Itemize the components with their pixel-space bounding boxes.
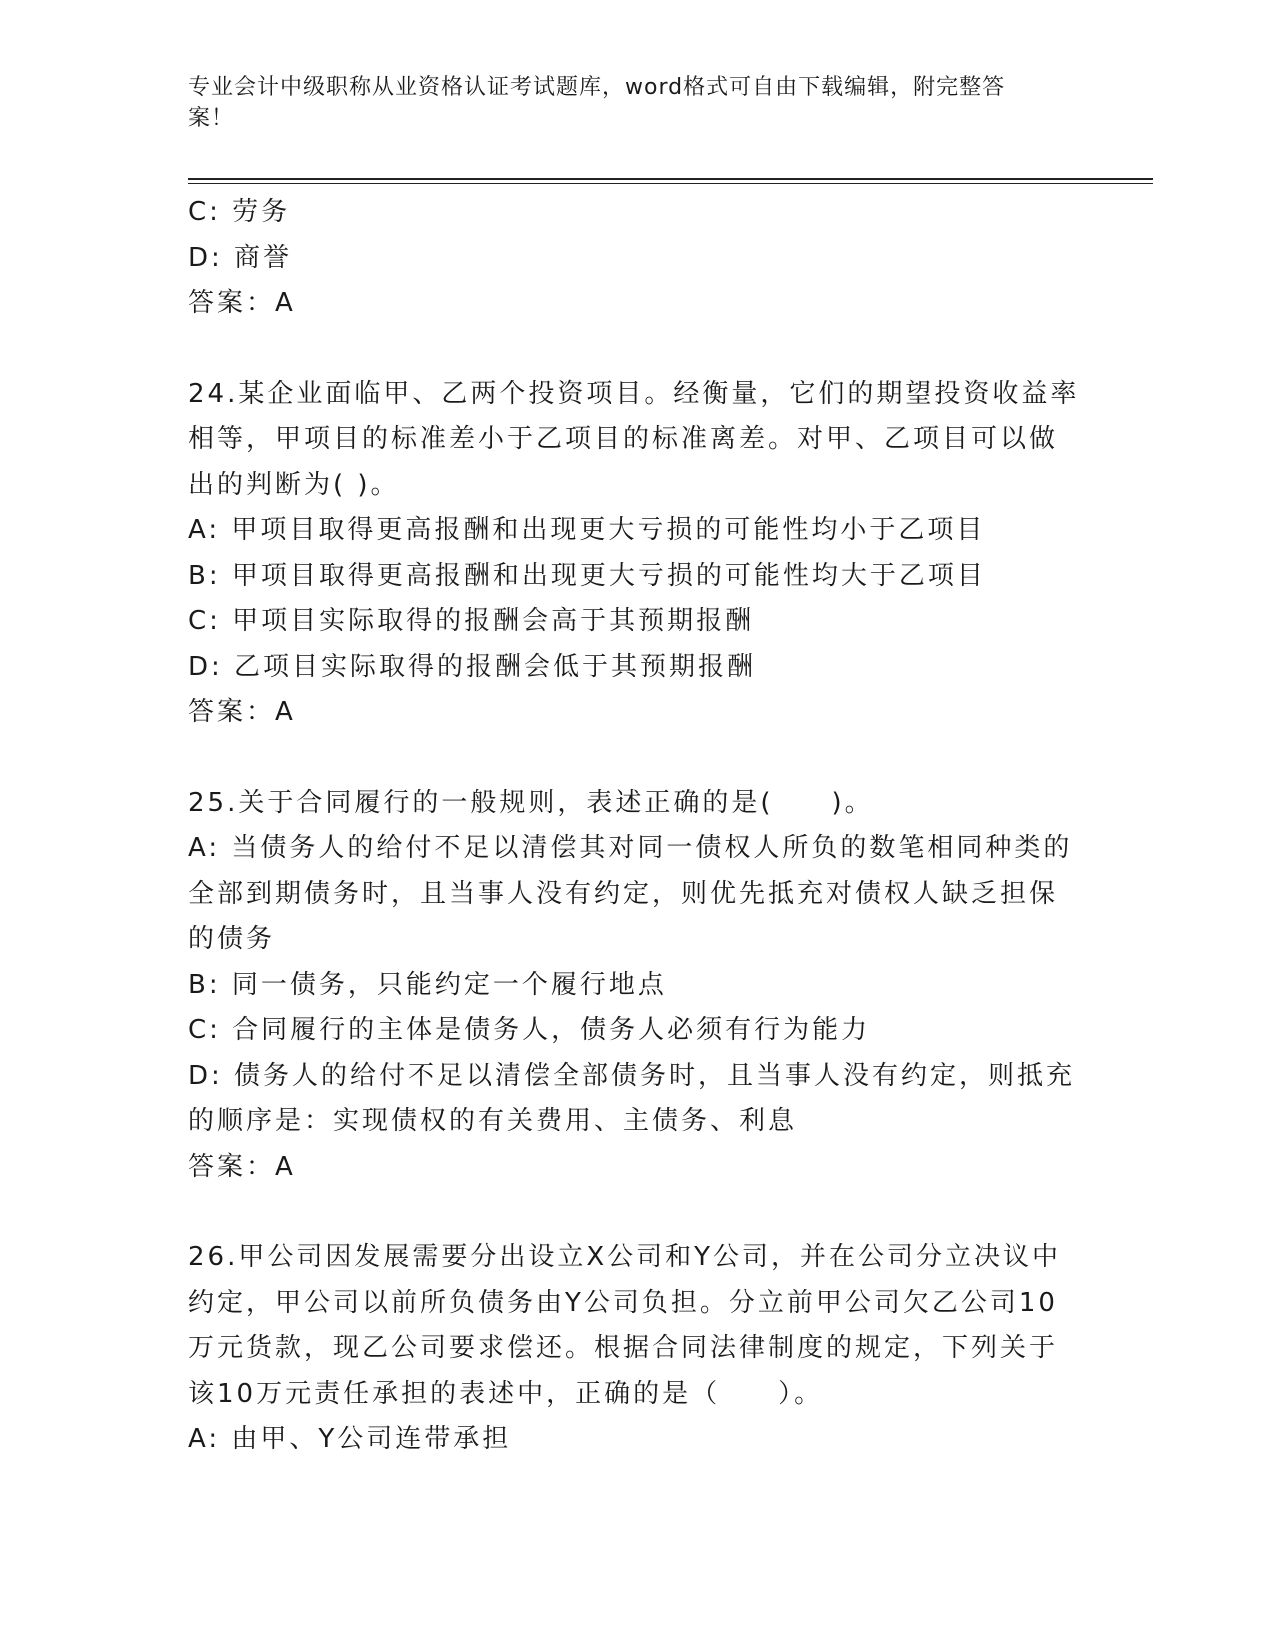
- q25-option-c: C: 合同履行的主体是债务人，债务人必须有行为能力: [188, 1015, 871, 1045]
- q24-stem-line: 24.某企业面临甲、乙两个投资项目。经衡量，它们的期望投资收益率: [188, 378, 1080, 409]
- page-header: [188, 72, 1068, 134]
- q23-option-d: D: 商誉: [188, 242, 293, 273]
- q25-option-d-line: D: 债务人的给付不足以清偿全部债务时，且当事人没有约定，则抵充: [188, 1060, 1076, 1091]
- spacer: [188, 1190, 1068, 1235]
- q26-stem-line: 万元货款，现乙公司要求偿还。根据合同法律制度的规定，下列关于: [188, 1333, 1059, 1363]
- q25-answer: 答案：A: [188, 1151, 296, 1182]
- q26-stem-line: 该10万元责任承担的表述中，正确的是（ ）。: [188, 1378, 824, 1409]
- q25-stem: 25.关于合同履行的一般规则，表述正确的是( )。: [188, 787, 874, 818]
- header-divider: [188, 178, 1153, 184]
- q25-option-a-line: A: 当债务人的给付不足以清偿其对同一债权人所负的数笔相同种类的: [188, 833, 1073, 863]
- q24-answer: 答案：A: [188, 697, 296, 727]
- q25-option-d-line: 的顺序是：实现债权的有关费用、主债务、利息: [188, 1106, 798, 1136]
- q26-stem-line: 26.甲公司因发展需要分出设立X公司和Y公司，并在公司分立决议中: [188, 1242, 1062, 1272]
- spacer: [188, 327, 1068, 372]
- q24-option-b: B: 甲项目取得更高报酬和出现更大亏损的可能性均大于乙项目: [188, 560, 986, 591]
- q24-option-d: D: 乙项目实际取得的报酬会低于其预期报酬: [188, 651, 757, 682]
- spacer: [188, 736, 1068, 781]
- header-line-1: 专业会计中级职称从业资格认证考试题库，word格式可自由下载编辑，附完整答: [188, 75, 1006, 100]
- q25-option-b: B: 同一债务，只能约定一个履行地点: [188, 969, 667, 1000]
- header-line-2: 案！: [188, 106, 235, 131]
- q23-option-c: C: 劳务: [188, 197, 291, 227]
- question-content: [188, 190, 1080, 1463]
- q26-option-a: A: 由甲、Y公司连带承担: [188, 1424, 512, 1454]
- q23-answer: 答案：A: [188, 288, 296, 318]
- q24-stem-line: 相等，甲项目的标准差小于乙项目的标准离差。对甲、乙项目可以做: [188, 424, 1059, 454]
- q25-option-a-line: 的债务: [188, 924, 276, 954]
- q24-stem-line: 出的判断为( )。: [188, 469, 400, 500]
- q24-option-c: C: 甲项目实际取得的报酬会高于其预期报酬: [188, 606, 755, 636]
- q24-option-a: A: 甲项目取得更高报酬和出现更大亏损的可能性均小于乙项目: [188, 515, 986, 545]
- q26-stem-line: 约定，甲公司以前所负债务由Y公司负担。分立前甲公司欠乙公司10: [188, 1287, 1058, 1318]
- q25-option-a-line: 全部到期债务时，且当事人没有约定，则优先抵充对债权人缺乏担保: [188, 878, 1059, 909]
